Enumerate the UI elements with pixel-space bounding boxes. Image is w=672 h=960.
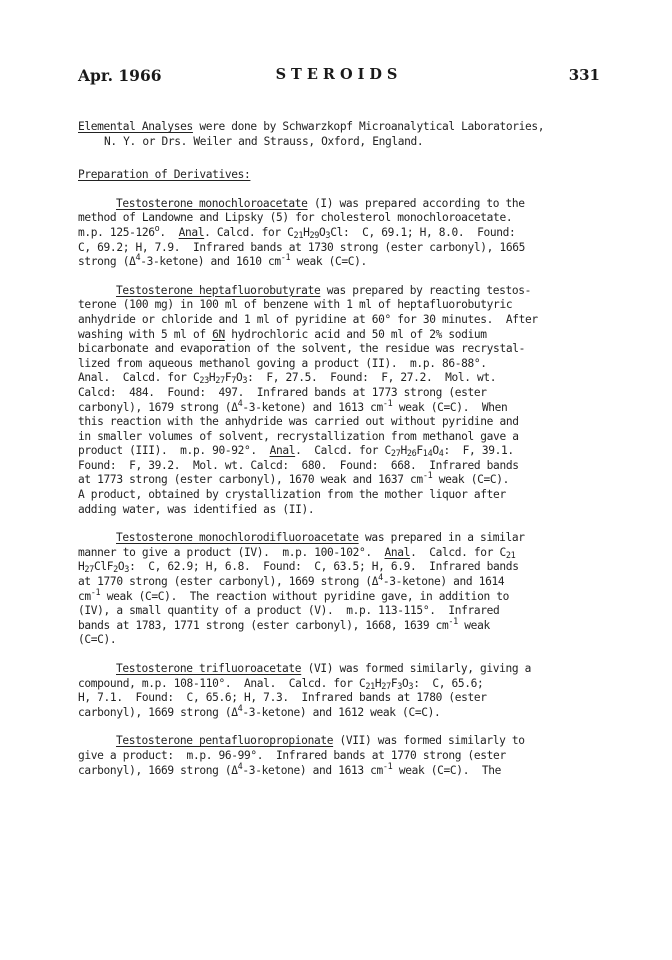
text-line: anhydride or chloride and 1 ml of pyridine at 60° for 30 minutes. After [78,312,538,326]
header-date: Apr. 1966 [78,66,162,85]
text-fragment: product (III). m.p. 90-92°. [78,444,270,458]
text-fragment: manner to give a product (IV). m.p. 100-102°. [78,545,385,559]
text-line [78,398,606,416]
superscript: -1 [382,398,393,409]
text-line [78,575,606,590]
superscript: 4 [237,761,243,772]
subscript: 3 [242,376,248,387]
text-fragment: weak (C=C). When [392,400,508,414]
text-line: terone (100 mg) in 100 ml of benzene with 1 ml of heptafluorobutyric [78,298,513,312]
text-fragment: cm [78,589,91,603]
text-line [78,734,606,749]
subscript: 14 [422,449,433,460]
compound-name: Testosterone monochlorodifluoroacetate [116,531,359,545]
superscript: 4 [135,253,141,264]
text-line: Found: F, 39.2. Mol. wt. Calcd: 680. Found: 668. Infrared bands [78,458,519,472]
text-fragment: weak [457,618,490,632]
subscript: 4 [438,449,444,460]
subscript: 3 [408,681,414,692]
text-line [78,284,606,299]
text-line [78,255,606,270]
text-line: N. Y. or Drs. Weiler and Strauss, Oxford, England. [104,134,424,148]
superscript: -1 [90,587,101,598]
superscript: 4 [237,703,243,714]
text-line: m.p. 125-126$^o$. Anal. Calcd. for $C_{21}H_{29}O_3Cl$: C, 69.1; H, 8.0. Found: [78,223,516,241]
text-line: (C=C). [78,633,117,647]
text-fragment: carbonyl), 1679 strong (Δ [78,400,238,414]
text-fragment: : C, 62.9; H, 6.8. Found: C, 63.5; H, 6.9. Infrared bands [129,560,519,574]
text-fragment: weak (C=C). The reaction without pyridine gave, in addition to [100,589,509,603]
text-fragment: : F, 27.5. Found: F, 27.2. Mol. wt. [247,371,497,385]
compound-name: Testosterone trifluoroacetate [116,662,302,675]
text-fragment: . Calcd. for C [410,545,506,559]
text-fragment: were done by Schwarzkopf Microanalytical Laboratories, [192,120,545,133]
text-line [78,197,606,212]
text-fragment: at 1770 strong (ester carbonyl), 1669 strong (Δ [78,575,379,589]
text-fragment: Anal. Calcd. for C [78,371,200,385]
text-fragment: compound, m.p. 108-110°. Anal. Calcd. for C [78,676,366,690]
text-line: (IV), a small quantity of a product (V). m.p. 113-115°. Infrared [78,604,500,618]
text-line [78,761,606,779]
text-line [78,662,606,677]
text-fragment: weak (C=C). [432,473,510,487]
text-line [78,473,606,488]
text-line: lized from aqueous methanol goving a product (II). m.p. 86-88°. [78,356,487,370]
text-fragment: -3-ketone) and 1613 cm [242,400,383,414]
text-fragment: ClF [93,560,114,574]
text-line: Calcd: 484. Found: 497. Infrared bands at 1773 strong (ester [78,385,487,399]
text-fragment: at 1773 strong (ester carbonyl), 1670 weak and 1637 cm [78,473,423,487]
text-line: compound, m.p. 108-110°. Anal. Calcd. for $C_{21}H_{27}F_3O_3$: C, 65.6; [78,676,484,692]
article-body [78,120,606,792]
text-line: this reaction with the anhydride was carried out without pyridine and [78,415,519,429]
text-fragment: -3-ketone) and 1610 cm [140,255,281,269]
text-fragment: . Calcd. for C [295,444,391,458]
paragraph-heptafluorobutyrate [78,284,606,518]
text-line: in smaller volumes of solvent, recrystallization from methanol gave a [78,429,519,443]
underlined-text: Anal [178,225,205,239]
subscript: 27 [381,681,391,692]
journal-title: STEROIDS [275,66,403,83]
subscript: 21 [293,230,304,241]
page-number: 331 [568,66,600,84]
superscript: 4 [378,573,383,584]
subscript: 7 [231,376,236,387]
subscript: 26 [406,449,417,460]
subscript: 29 [309,230,320,241]
subscript: 21 [365,681,375,692]
text-line: C, 69.2; H, 7.9. Infrared bands at 1730 strong (ester carbonyl), 1665 [78,240,525,254]
paragraph-pentafluoropropionate [78,734,606,778]
superscript: -1 [422,471,433,482]
compound-name: Testosterone pentafluoropropionate [116,734,334,748]
text-line [78,531,606,546]
text-fragment: -3-ketone) and 1613 cm [242,763,383,777]
text-fragment: -3-ketone) and 1614 [382,575,505,589]
compound-name: Testosterone heptafluorobutyrate [116,283,321,297]
text-fragment: (I) was prepared according to the [307,196,525,210]
superscript: -1 [280,253,291,264]
text-line: product (III). m.p. 90-92°. Anal. Calcd. for $C_{27}H_{26}F_{14}O_4$: F, 39.1. [78,444,514,460]
underlined-text: Anal [384,545,411,559]
text-line: method of Landowne and Lipsky (5) for cholesterol monochloroacetate. [78,211,513,225]
text-fragment: washing with 5 ml of [78,327,213,341]
subscript: 3 [397,681,403,692]
elemental-analyses-paragraph [78,120,606,149]
text-fragment: . Calcd. for C [204,225,294,239]
subscript: 27 [84,565,94,576]
text-line [78,587,606,605]
superscript: 4 [237,398,243,409]
text-line: bicarbonate and evaporation of the solvent, the residue was recrystal- [78,342,525,356]
derivatives-heading [78,168,606,183]
underlined-text: 6N [212,327,225,341]
subscript: 2 [113,565,118,576]
text-line: give a product: m.p. 96-99°. Infrared bands at 1770 strong (ester [78,748,506,762]
text-fragment: O [117,560,125,574]
superscript: -1 [448,616,458,627]
text-line [78,703,606,721]
text-line [78,546,606,561]
subscript: 3 [124,565,130,576]
text-fragment: was prepared by reacting testos- [320,283,532,297]
text-fragment: m.p. 125-126 [78,225,155,239]
subscript: 23 [199,376,209,387]
text-line: Anal. Calcd. for $C_{23}H_{27}F_7O_3$: F, 27.5. Found: F, 27.2. Mol. wt. [78,371,497,387]
underlined-text: Preparation of Derivatives: [78,168,251,182]
subscript: 3 [325,230,331,241]
text-fragment: -3-ketone) and 1612 weak (C=C). [242,705,441,719]
text-fragment: weak (C=C). The [392,763,502,777]
text-fragment: weak (C=C). [290,255,367,269]
text-fragment: : C, 65.6; [413,676,484,690]
text-line: A product, obtained by crystallization from the mother liquor after [78,488,506,502]
text-fragment: was prepared in a similar [358,531,525,545]
text-line [78,328,606,343]
text-fragment: hydrochloric acid and 50 ml of 2% sodium [224,327,487,341]
text-fragment: carbonyl), 1669 strong (Δ [78,705,238,719]
subscript: 21 [505,550,516,561]
subscript: 27 [390,449,401,460]
paragraph-trifluoroacetate [78,662,606,720]
text-fragment: H [78,560,85,574]
text-fragment: (VII) was formed similarly to [333,734,525,748]
text-line [78,616,606,634]
text-fragment: bands at 1783, 1771 strong (ester carbonyl), 1668, 1639 cm [78,618,449,632]
superscript: o [154,223,160,234]
underlined-text: Anal [269,444,296,458]
text-fragment: : F, 39.1. [443,444,514,458]
text-line [78,560,606,575]
compound-name: Testosterone monochloroacetate [116,196,308,210]
paragraph-monochloroacetate [78,197,606,270]
text-fragment: (VI) was formed similarly, giving a [301,662,532,675]
superscript: -1 [382,761,393,772]
text-fragment: strong (Δ [78,255,136,269]
text-fragment: carbonyl), 1669 strong (Δ [78,763,238,777]
text-fragment: . [159,225,179,239]
subscript: 27 [215,376,225,387]
text-line: adding water, was identified as (II). [78,502,315,516]
paragraph-monochlorodifluoroacetate [78,531,606,648]
page-header [78,66,600,88]
text-line [78,120,606,135]
text-line: H, 7.1. Found: C, 65.6; H, 7.3. Infrared bands at 1780 (ester [78,691,487,705]
elemental-analyses-heading: Elemental Analyses [78,120,193,133]
text-fragment: Cl: C, 69.1; H, 8.0. Found: [330,225,516,239]
